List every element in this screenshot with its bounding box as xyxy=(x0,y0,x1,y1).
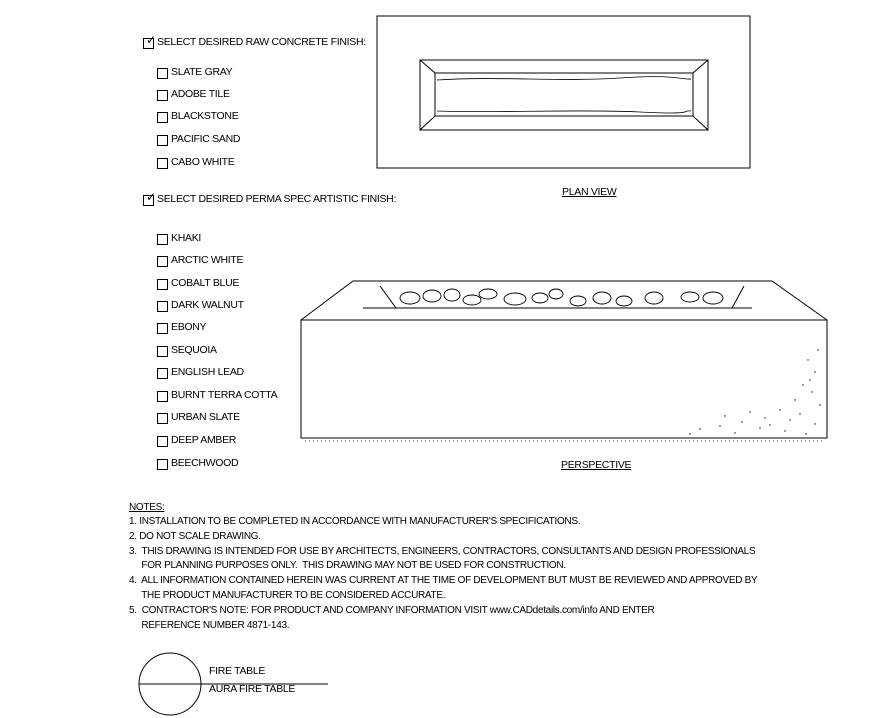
option-checkbox[interactable] xyxy=(157,436,168,447)
checkmark-icon: ✓ xyxy=(146,190,157,204)
option-label: BURNT TERRA COTTA xyxy=(171,389,278,401)
option-label: BEECHWOOD xyxy=(171,457,239,469)
option-checkbox[interactable] xyxy=(157,368,168,379)
option-checkbox[interactable] xyxy=(157,459,168,470)
option-label: CABO WHITE xyxy=(171,156,235,168)
option-checkbox[interactable] xyxy=(157,391,168,402)
option-label: BLACKSTONE xyxy=(171,110,239,122)
option-label: DEEP AMBER xyxy=(171,434,237,446)
perma-finish-header-label: SELECT DESIRED PERMA SPEC ARTISTIC FINISH: xyxy=(157,193,397,205)
option-label: SEQUOIA xyxy=(171,344,217,356)
note-line: REFERENCE NUMBER 4871-143. xyxy=(129,620,290,631)
title-block-subtitle: AURA FIRE TABLE xyxy=(209,683,296,695)
option-checkbox[interactable] xyxy=(157,158,168,169)
notes-heading: NOTES: xyxy=(129,502,165,513)
option-checkbox[interactable] xyxy=(157,135,168,146)
title-block-title: FIRE TABLE xyxy=(209,665,266,677)
option-label: ARCTIC WHITE xyxy=(171,254,244,266)
option-label: PACIFIC SAND xyxy=(171,133,241,145)
option-checkbox[interactable] xyxy=(157,301,168,312)
option-label: ADOBE TILE xyxy=(171,88,230,100)
option-checkbox[interactable] xyxy=(157,256,168,267)
plan-view-label: PLAN VIEW xyxy=(562,186,617,198)
note-line: 2. DO NOT SCALE DRAWING. xyxy=(129,531,261,542)
option-label: KHAKI xyxy=(171,232,202,244)
note-line: 3. THIS DRAWING IS INTENDED FOR USE BY ARCHITECTS, ENGINEERS, CONTRACTORS, CONSULTANTS AND DESIGN PROFESSIONALS xyxy=(129,546,756,557)
option-checkbox[interactable] xyxy=(157,68,168,79)
note-line: 5. CONTRACTOR'S NOTE: FOR PRODUCT AND COMPANY INFORMATION VISIT www.CADdetails.com/info AND ENTER xyxy=(129,605,655,616)
perma-finish-checkbox[interactable] xyxy=(143,190,157,206)
note-line: THE PRODUCT MANUFACTURER TO BE CONSIDERED ACCURATE. xyxy=(129,590,446,601)
plan-view xyxy=(377,16,750,168)
option-label: ENGLISH LEAD xyxy=(171,366,244,378)
option-checkbox[interactable] xyxy=(157,413,168,424)
option-checkbox[interactable] xyxy=(157,90,168,101)
option-label: EBONY xyxy=(171,321,207,333)
checkmark-icon: ✓ xyxy=(146,33,157,47)
option-label: SLATE GRAY xyxy=(171,66,233,78)
note-line: FOR PLANNING PURPOSES ONLY. THIS DRAWING MAY NOT BE USED FOR CONSTRUCTION. xyxy=(129,560,566,571)
raw-finish-header-label: SELECT DESIRED RAW CONCRETE FINISH: xyxy=(157,36,366,48)
note-line: 1. INSTALLATION TO BE COMPLETED IN ACCORDANCE WITH MANUFACTURER'S SPECIFICATIONS. xyxy=(129,516,581,527)
perspective-label: PERSPECTIVE xyxy=(561,459,632,471)
option-label: COBALT BLUE xyxy=(171,277,240,289)
raw-finish-checkbox[interactable] xyxy=(143,33,157,49)
option-checkbox[interactable] xyxy=(157,279,168,290)
perspective-stipple xyxy=(689,349,820,434)
note-line: 4. ALL INFORMATION CONTAINED HEREIN WAS CURRENT AT THE TIME OF DEVELOPMENT BUT MUST BE REVIEWED AND APPROVED BY xyxy=(129,575,758,586)
option-label: URBAN SLATE xyxy=(171,411,240,423)
option-checkbox[interactable] xyxy=(157,234,168,245)
perspective-view xyxy=(301,281,827,441)
option-checkbox[interactable] xyxy=(157,323,168,334)
option-checkbox[interactable] xyxy=(157,346,168,357)
option-label: DARK WALNUT xyxy=(171,299,244,311)
option-checkbox[interactable] xyxy=(157,112,168,123)
